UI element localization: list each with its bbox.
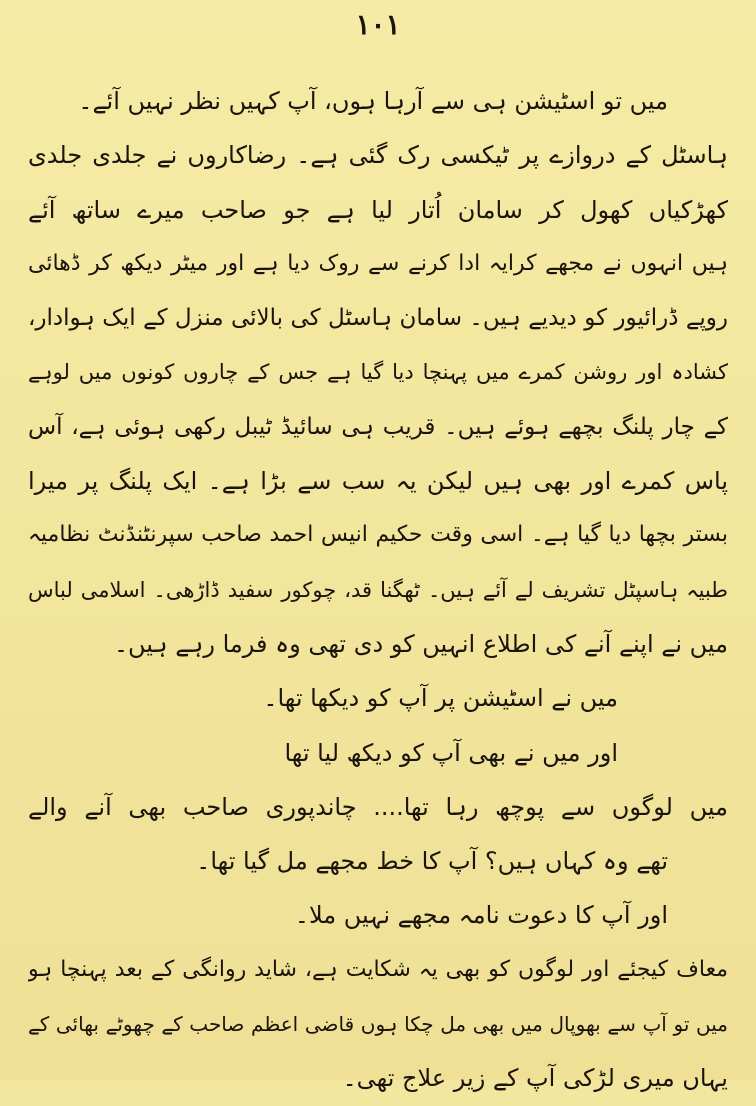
dialogue-line: تھے وہ کہاں ہیں؟ آپ کا خط مجھے مل گیا تھا۔ (196, 847, 668, 876)
urdu-text-block (28, 74, 728, 1106)
dialogue-line: اور میں نے بھی آپ کو دیکھ لیا تھا (284, 738, 618, 767)
text-line: کے چار پلنگ بچھے ہوئے ہیں۔ قریب ہی سائیڈ ٹیبل رکھی ہوئی ہے، آس (28, 413, 728, 440)
text-line: میں نے اپنے آنے کی اطلاع انہیں کو دی تھی وہ فرما رہے ہیں۔ (113, 629, 728, 658)
text-line: کھڑکیاں کھول کر سامان اُتار لیا ہے جو صاحب میرے ساتھ آئے (28, 195, 728, 224)
text-line: پاس کمرے اور بھی ہیں لیکن یہ سب سے بڑا ہے۔ ایک پلنگ پر میرا (28, 467, 728, 496)
text-line: میں تو آپ سے بھوپال میں بھی مل چکا ہوں قاضی اعظم صاحب کے چھوٹے بھائی کے (28, 1012, 728, 1037)
text-line: میں تو اسٹیشن ہی سے آرہا ہوں، آپ کہیں نظر نہیں آئے۔ (78, 87, 668, 115)
text-line: ہاسٹل کے دروازے پر ٹیکسی رک گئی ہے۔ رضاکاروں نے جلدی جلدی (28, 141, 728, 170)
text-line: بستر بچھا دیا گیا ہے۔ اسی وقت حکیم انیس احمد صاحب سپرنٹنڈنٹ نظامیہ (28, 522, 728, 548)
text-line: روپے ڈرائیور کو دیدیے ہیں۔ سامان ہاسٹل کی بالائی منزل کے ایک ہوادار، (28, 305, 728, 332)
page-number: ۱۰۱ (355, 8, 401, 41)
text-line: کشادہ اور روشن کمرے میں پہنچا دیا گیا ہے جس کے چاروں کونوں میں لوہے (28, 360, 728, 385)
text-line: ہیں انہوں نے مجھے کرایہ ادا کرنے سے روک دیا ہے اور میٹر دیکھ کر ڈھائی (28, 250, 728, 276)
dialogue-line: اور آپ کا دعوت نامہ مجھے نہیں ملا۔ (294, 901, 668, 930)
text-line: طبیہ ہاسپٹل تشریف لے آئے ہیں۔ ٹھگنا قد، چوکور سفید ڈاڑھی۔ اسلامی لباس (28, 577, 728, 602)
dialogue-line: میں لوگوں سے پوچھ رہا تھا.... چاندپوری صاحب بھی آنے والے (28, 792, 728, 821)
dialogue-line: میں نے اسٹیشن پر آپ کو دیکھا تھا۔ (263, 684, 618, 713)
text-line: معاف کیجئے اور لوگوں کو بھی یہ شکایت ہے، شاید روانگی کے بعد پہنچا ہو (28, 956, 728, 982)
text-line: یہاں میری لڑکی آپ کے زیر علاج تھی۔ (342, 1064, 728, 1093)
